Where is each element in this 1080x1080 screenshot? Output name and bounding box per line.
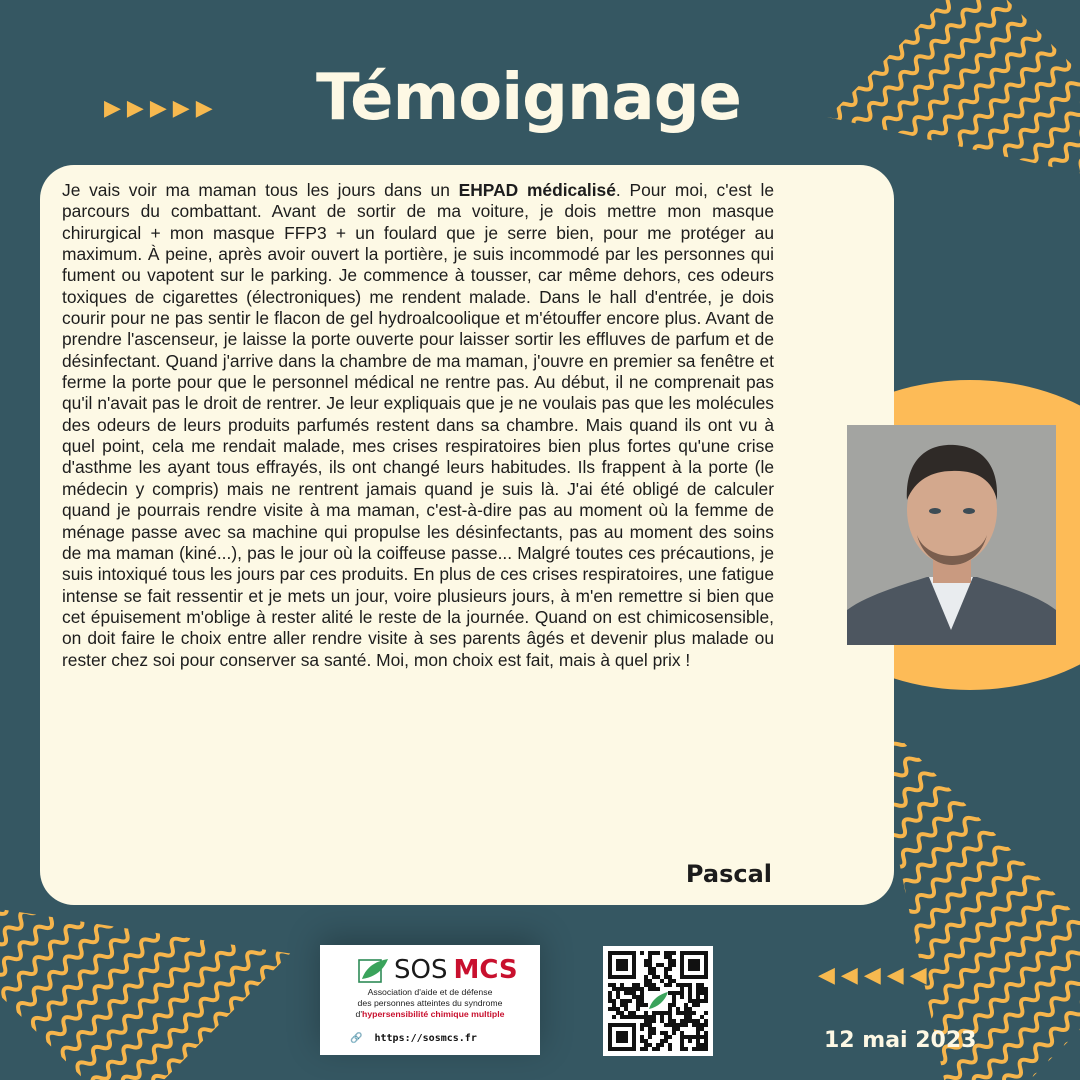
play-arrow-icon: ▶ xyxy=(195,95,213,120)
play-arrow-left-icon: ◀ xyxy=(818,962,835,987)
page-title: Témoignage xyxy=(316,61,741,135)
testimonial-signature: Pascal xyxy=(685,860,772,888)
testimonial-text xyxy=(62,180,774,671)
play-arrow-icon: ▶ xyxy=(172,95,190,120)
play-arrow-icon: ▶ xyxy=(126,95,144,120)
logo-desc-prefix: d' xyxy=(355,1009,363,1019)
play-arrow-left-icon: ◀ xyxy=(840,962,858,987)
arrows-left-decoration xyxy=(818,964,927,986)
logo-name-sos: SOS xyxy=(394,955,448,985)
logo-desc-line: des personnes atteintes du syndrome xyxy=(357,998,503,1008)
logo-desc-line xyxy=(320,1009,540,1020)
website-url-text: https://sosmcs.fr xyxy=(374,1033,477,1044)
play-arrow-icon: ▶ xyxy=(104,95,121,120)
play-arrow-left-icon: ◀ xyxy=(863,962,881,987)
sos-mcs-logo xyxy=(320,945,540,1055)
logo-name-mcs: MCS xyxy=(453,955,518,985)
testimonial-card xyxy=(40,165,894,905)
play-arrow-left-icon: ◀ xyxy=(909,962,927,987)
testimonial-emphasis: EHPAD médicalisé xyxy=(458,180,616,200)
play-arrow-icon: ▶ xyxy=(149,95,167,120)
qr-code[interactable] xyxy=(603,946,713,1056)
logo-desc-highlight: hypersensibilité chimique multiple xyxy=(362,1009,505,1019)
logo-desc-line: Association d'aide et de défense xyxy=(367,987,493,997)
testimonial-text-part: Je vais voir ma maman tous les jours dans un xyxy=(62,180,459,200)
testimonial-text-part: . Pour moi, c'est le parcours du combattant. Avant de sortir de ma voiture, je dois mettre mon masque chirurgical + mon masque FFP3 + un foulard que je serre bien, pour me protéger au maximum. À peine, après avoir ouvert la portière, je suis incommodé par les personnes qui fument ou vapotent sur le parking. Je commence à tousser, car même dehors, ces odeurs toxiques de cigarettes (électroniques) me rendent malade. Dans le hall d'entrée, je dois courir pour ne pas sentir le flacon de gel hydroalcoolique et m'étouffer encore plus. Avant de prendre l'ascenseur, je laisse la porte ouverte pour laisser sortir les effluves de parfum et de désinfectant. Quand j'arrive dans la chambre de ma maman, j'ouvre en premier sa fenêtre et ferme la porte pour que le personnel médical ne rentre pas. Au début, il ne comprenait pas qu'il n'avait pas le droit de rentrer. Je leur expliquais que je ne voulais pas que les molécules des odeurs de leurs produits parfumés restent dans sa chambre. Mais quand ils ont vu à quel point, cela me rendait malade, mes crises respiratoires bien plus fortes qu'une crise d'asthme les ayant tous effrayés, ils ont changé leurs habitudes. Ils frappent à la porte (le médecin y compris) mais ne rentrent jamais quand je suis là. J'ai été obligé de calculer quand je pourrais rendre visite à ma maman, c'est-à-dire pas au moment où la femme de ménage passe avec sa machine qui propulse les désinfectants, pas au moment des soins de ma maman (kiné...), pas le jour où la coiffeuse passe... Malgré toutes ces précautions, je suis intoxiqué tous les jours par ces produits. En plus de ces crises respiratoires, une fatigue intense se fait ressentir et je mets un jour, voire plusieurs jours, à m'en remettre si bien que cet épuisement m'oblige à rester alité le reste de la journée. Quand on est chimicosensible, on doit faire le choix entre aller rendre visite à ses parents âgés et devenir plus malade ou rester chez soi pour conserver sa santé. Moi, mon choix est fait, mais à quel prix ! xyxy=(62,180,775,670)
play-arrow-left-icon: ◀ xyxy=(886,962,904,987)
logo-description xyxy=(320,987,540,1020)
arrows-right-decoration xyxy=(104,97,213,119)
publication-date: 12 mai 2023 xyxy=(824,1028,977,1053)
website-url[interactable] xyxy=(350,1033,477,1044)
link-icon: 🔗 xyxy=(350,1033,363,1044)
portrait-photo xyxy=(847,425,1056,645)
leaf-logo-icon xyxy=(358,957,390,983)
logo-wordmark xyxy=(358,955,518,985)
